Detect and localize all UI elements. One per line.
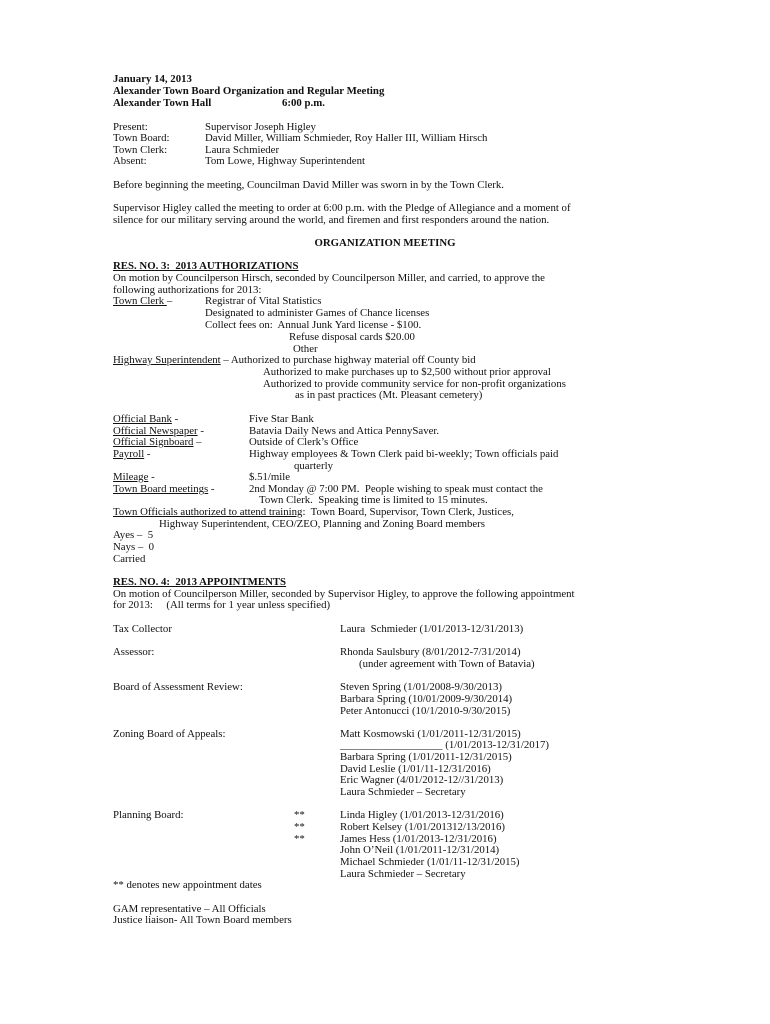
zoning-member-3: Barbara Spring (1/01/2011-12/31/2015) — [340, 751, 512, 763]
official-signboard-value: Outside of Clerk’s Office — [249, 436, 359, 448]
clerk-label: Town Clerk: — [113, 144, 168, 156]
call-to-order-line-1: Supervisor Higley called the meeting to order at 6:00 p.m. with the Pledge of Allegiance and a moment of — [113, 202, 571, 214]
present-value: Supervisor Joseph Higley — [205, 121, 316, 133]
official-bank-value: Five Star Bank — [249, 413, 314, 425]
official-bank-label: Official Bank - — [113, 413, 179, 425]
appointment-note: ** denotes new appointment dates — [113, 879, 262, 891]
board-meetings-label: Town Board meetings - — [113, 483, 215, 495]
new-appointment-marker: ** — [294, 821, 305, 833]
meeting-time: 6:00 p.m. — [282, 97, 325, 109]
gam-representative: GAM representative – All Officials — [113, 903, 266, 915]
assessment-review-3: Peter Antonucci (10/1/2010-9/30/2015) — [340, 705, 511, 717]
training-line-1: Town Officials authorized to attend training: Town Board, Supervisor, Town Clerk, Justices, — [113, 506, 514, 518]
clerk-duty-5: Other — [293, 343, 318, 355]
new-appointment-marker: ** — [294, 833, 305, 845]
justice-liaison: Justice liaison- All Town Board members — [113, 914, 292, 926]
res3-motion-1: On motion by Councilperson Hirsch, seconded by Councilperson Miller, and carried, to approve the — [113, 272, 545, 284]
highway-duty-1: – Authorized to purchase highway material off County bid — [220, 354, 476, 366]
clerk-value: Laura Schmieder — [205, 144, 280, 156]
vote-ayes: Ayes – 5 — [113, 529, 154, 541]
meeting-location: Alexander Town Hall — [113, 97, 212, 109]
assessment-review-2: Barbara Spring (10/01/2009-9/30/2014) — [340, 693, 513, 705]
board-label: Town Board: — [113, 132, 170, 144]
zoning-member-4: David Leslie (1/01/11-12/31/2016) — [340, 763, 491, 775]
zoning-member-1: Matt Kosmowski (1/01/2011-12/31/2015) — [340, 728, 521, 740]
vote-carried: Carried — [113, 553, 146, 565]
assessor-value-2: (under agreement with Town of Batavia) — [359, 658, 535, 670]
board-value: David Miller, William Schmieder, Roy Haller III, William Hirsch — [205, 132, 488, 144]
assessor-value-1: Rhonda Saulsbury (8/01/2012-7/31/2014) — [340, 646, 521, 658]
zoning-member-5: Eric Wagner (4/01/2012-12//31/2013) — [340, 774, 504, 786]
planning-member-2: Robert Kelsey (1/01/201312/13/2016) — [340, 821, 505, 833]
board-meetings-value-1: 2nd Monday @ 7:00 PM. People wishing to speak must contact the — [249, 483, 543, 495]
meeting-title: Alexander Town Board Organization and Regular Meeting — [113, 85, 385, 97]
tax-collector-label: Tax Collector — [113, 623, 172, 635]
highway-item — [113, 354, 476, 366]
board-meetings-value-2: Town Clerk. Speaking time is limited to 15 minutes. — [259, 494, 488, 506]
mileage-label: Mileage - — [113, 471, 155, 483]
mileage-value: $.51/mile — [249, 471, 291, 483]
res3-heading: RES. NO. 3: 2013 AUTHORIZATIONS — [113, 260, 299, 272]
zoning-member-6: Laura Schmieder – Secretary — [340, 786, 466, 798]
new-appointment-marker: ** — [294, 809, 305, 821]
official-newspaper-value: Batavia Daily News and Attica PennySaver. — [249, 425, 440, 437]
organization-heading: ORGANIZATION MEETING — [314, 237, 456, 249]
sworn-in-paragraph: Before beginning the meeting, Councilman David Miller was sworn in by the Town Clerk. — [113, 179, 504, 191]
vote-nays: Nays – 0 — [113, 541, 155, 553]
assessment-review-label: Board of Assessment Review: — [113, 681, 243, 693]
assessment-review-1: Steven Spring (1/01/2008-9/30/2013) — [340, 681, 502, 693]
res4-motion-2: for 2013: (All terms for 1 year unless specified) — [113, 599, 331, 611]
res3-motion-2: following authorizations for 2013: — [113, 284, 262, 296]
official-newspaper-label: Official Newspaper - — [113, 425, 204, 437]
absent-value: Tom Lowe, Highway Superintendent — [205, 155, 365, 167]
highway-duty-2: Authorized to make purchases up to $2,500 without prior approval — [263, 366, 551, 378]
payroll-label: Payroll - — [113, 448, 151, 460]
planning-member-1: Linda Higley (1/01/2013-12/31/2016) — [340, 809, 504, 821]
highway-duty-3: Authorized to provide community service for non-profit organizations — [263, 378, 566, 390]
highway-label: Highway Superintendent — [113, 354, 221, 366]
res4-motion-1: On motion of Councilperson Miller, seconded by Supervisor Higley, to approve the following appointment — [113, 588, 575, 600]
town-clerk-label: Town Clerk — [113, 295, 167, 307]
res4-heading: RES. NO. 4: 2013 APPOINTMENTS — [113, 576, 287, 588]
official-signboard-label: Official Signboard – — [113, 436, 202, 448]
clerk-duty-2: Designated to administer Games of Chance licenses — [205, 307, 430, 319]
town-clerk-item — [113, 295, 172, 307]
meeting-date: January 14, 2013 — [113, 73, 192, 85]
assessor-label: Assessor: — [113, 646, 155, 658]
training-line-2: Highway Superintendent, CEO/ZEO, Planning and Zoning Board members — [159, 518, 485, 530]
planning-member-5: Michael Schmieder (1/01/11-12/31/2015) — [340, 856, 520, 868]
payroll-value-2: quarterly — [294, 460, 333, 472]
town-clerk-dash: – — [166, 295, 173, 307]
clerk-duty-3: Collect fees on: Annual Junk Yard license - $100. — [205, 319, 422, 331]
planning-member-3: James Hess (1/01/2013-12/31/2016) — [340, 833, 497, 845]
planning-member-6: Laura Schmieder – Secretary — [340, 868, 466, 880]
planning-member-4: John O’Neil (1/01/2011-12/31/2014) — [340, 844, 500, 856]
present-label: Present: — [113, 121, 148, 133]
zoning-board-label: Zoning Board of Appeals: — [113, 728, 226, 740]
clerk-duty-1: Registrar of Vital Statistics — [205, 295, 322, 307]
planning-board-label: Planning Board: — [113, 809, 184, 821]
highway-duty-4: as in past practices (Mt. Pleasant cemetery) — [295, 389, 483, 401]
absent-label: Absent: — [113, 155, 147, 167]
tax-collector-value: Laura Schmieder (1/01/2013-12/31/2013) — [340, 623, 524, 635]
clerk-duty-4: Refuse disposal cards $20.00 — [289, 331, 415, 343]
payroll-value-1: Highway employees & Town Clerk paid bi-weekly; Town officials paid — [249, 448, 559, 460]
zoning-member-2: ___________________ (1/01/2013-12/31/2017) — [340, 739, 550, 751]
call-to-order-line-2: silence for our military serving around the world, and firemen and first responders around the nation. — [113, 214, 550, 226]
